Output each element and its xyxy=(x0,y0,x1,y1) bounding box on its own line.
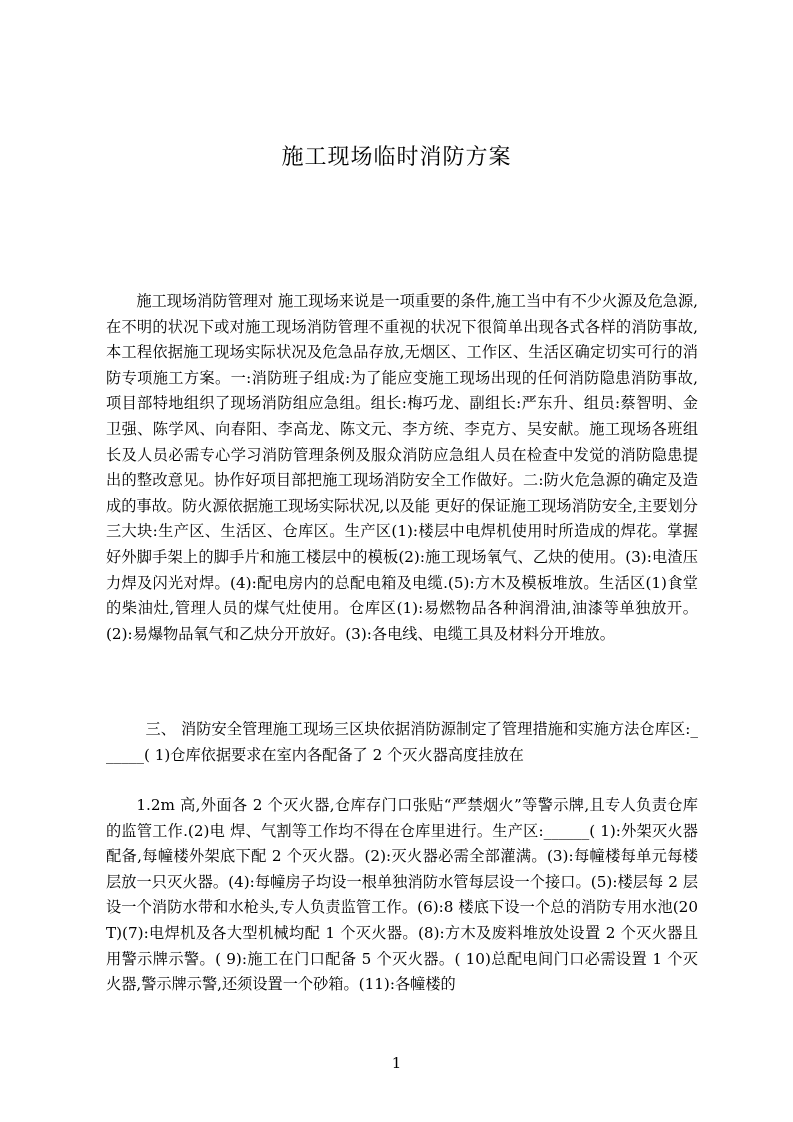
paragraph-fire-management-overview: 施工现场消防管理对 施工现场来说是一项重要的条件,施工当中有不少火源及危急源,在不明的状况下或对施工现场消防管理不重视的状况下很简单出现各式各样的消防事故,本工程依据施工现场实际状况及危急品存放,无烟区、工作区、生活区确定切实可行的消防专项施工方案。一:消防班子组成:为了能应变施工现场出现的任何消防隐患消防事故,项目部特地组织了现场消防组应急组。组长:梅巧龙、副组长:严东升、组员:蔡智明、金卫强、陈学风、向春阳、李高龙、陈文元、李方统、李克方、吴安献。施工现场各班组长及人员必需专心学习消防管理条例及服众消防应急组人员在检查中发觉的消防隐患提出的整改意见。协作好项目部把施工现场消防安全工作做好。二:防火危急源的确定及造成的事故。防火源依据施工现场实际状况,以及能 更好的保证施工现场消防安全,主要划分三大块:生产区、生活区、仓库区。生产区(1):楼层中电焊机使用时所造成的焊花。掌握好外脚手架上的脚手片和施工楼层中的模板(2):施工现场氧气、乙炔的使用。(3):电渣压力焊及闪光对焊。(4):配电房内的总配电箱及电缆.(5):方木及模板堆放。生活区(1)食堂的柴油灶,管理人员的煤气灶使用。仓库区(1):易燃物品各种润滑油,油漆等单独放开。(2):易爆物品氧气和乙炔分开放好。(3):各电线、电缆工具及材料分开堆放。 xyxy=(106,292,698,643)
paragraph-extinguisher-placement: 1.2m 高,外面各 2 个灭火器,仓库存门口张贴“严禁烟火”等警示牌,且专人负责仓库的监管工作.(2)电 焊、气割等工作均不得在仓库里进行。生产区:______( 1):外架灭火器配备,每幢楼外架底下配 2 个灭火器。(2):灭火器必需全部灌满。(3):每幢楼每单元每楼层放一只灭火器。(4):每幢房子均设一根单独消防水管每层设一个接口。(5):楼层每 2 层设一个消防水带和水枪头,专人负责监管工作。(6):8 楼底下设一个总的消防专用水池(20T)(7):电焊机及各大型机械均配 1 个灭火器。(8):方木及废料堆放处设置 2 个灭火器且用警示牌示警。( 9):施工在门口配备 5 个灭火器。( 10)总配电间门口必需设置 1 个灭火器,警示牌示警,还须设置一个砂箱。(11):各幢楼的 xyxy=(106,796,698,994)
paragraph-section-three-warehouse: 三、 消防安全管理施工现场三区块依据消防源制定了管理措施和实施方法仓库区:______( 1)仓库依据要求在室内各配备了 2 个灭火器高度挂放在 xyxy=(106,720,698,764)
page-number: 1 xyxy=(391,1054,402,1072)
document-title: 施工现场临时消防方案 xyxy=(281,145,512,170)
